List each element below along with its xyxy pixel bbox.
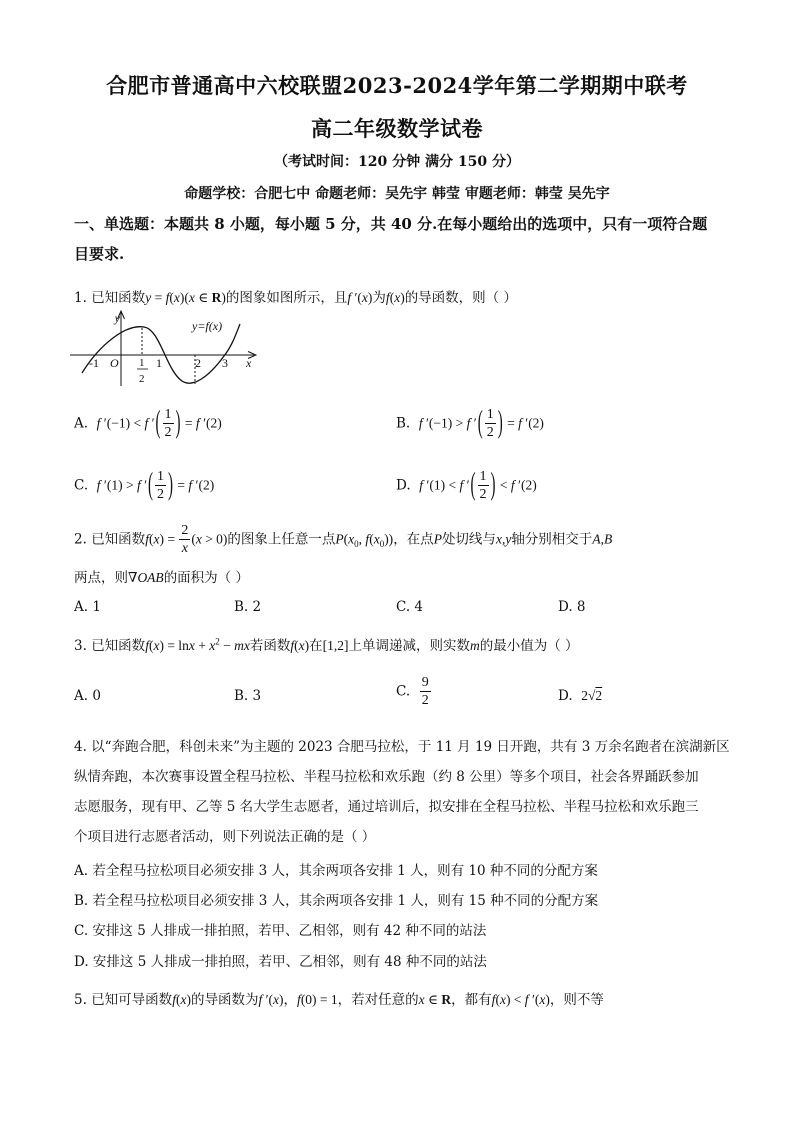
q2-option-c: C. 4 bbox=[396, 599, 424, 615]
tick-3: 3 bbox=[222, 356, 228, 370]
q2-option-a: A. 1 bbox=[74, 599, 101, 615]
question-5: 5. 已知可导函数f(x)的导函数为f ′(x)，f(0) = 1，若对任意的x ∈ R，都有f(x) < f ′(x)，则不等 bbox=[74, 992, 604, 1008]
q3-option-a: A. 0 bbox=[74, 688, 101, 704]
tick-1: 1 bbox=[156, 356, 162, 370]
question-4-line2: 纵情奔跑，本次赛事设置全程马拉松、半程马拉松和欢乐跑（约 8 公里）等多个项目，社会各界踊跃参加 bbox=[74, 769, 699, 785]
question-3: 3. 已知函数$f(x) = \ln x + x^2$ − mx若函数f(x)在[1,2]上单调递减，则实数m的最小值为（ ） bbox=[74, 636, 579, 654]
q4-option-d: D. 安排这 5 人排成一排拍照，若甲、乙相邻，则有 48 种不同的站法 bbox=[74, 954, 487, 970]
section-heading: 一、单选题：本题共 8 小题，每小题 5 分，共 40 分.在每小题给出的选项中，只有一项符合题 bbox=[74, 215, 708, 233]
q3-option-d: D. 2√2 bbox=[558, 688, 603, 704]
q3-option-b: B. 3 bbox=[234, 688, 262, 704]
question-4-line4: 个项目进行志愿者活动，则下列说法正确的是（ ） bbox=[74, 829, 376, 845]
tick-half-den: 2 bbox=[139, 373, 145, 385]
section-heading-cont: 目要求. bbox=[74, 245, 125, 263]
exam-subtitle: 高二年级数学试卷 bbox=[311, 116, 483, 141]
tick-neg1: -1 bbox=[89, 356, 99, 370]
tick-2: 2 bbox=[195, 356, 201, 370]
q1-option-c: C. f ′(1) > f ′( $\frac{1}{2}$ ) = f ′(2) bbox=[74, 468, 215, 502]
q1-option-a: A. f ′(−1) < f ′( $\frac{1}{2}$ ) = f ′(2) bbox=[74, 406, 222, 440]
question-2: 2. 已知函数f(x) = $\frac{2}{x}$ (x > 0)的图象上任意一点$P(x_0$, $f(x_0)$)，在点P处切线与x,y轴分别相交于A,B bbox=[74, 523, 613, 556]
tick-half-num: 1 bbox=[139, 357, 145, 369]
question-4: 4. 以“奔跑合肥，科创未来”为主题的 2023 合肥马拉松，于 11 月 19 日开跑，共有 3 万余名跑者在滨湖新区 bbox=[74, 739, 730, 755]
question-4-line3: 志愿服务，现有甲、乙等 5 名大学生志愿者，通过培训后，拟安排在全程马拉松、半程马拉松和欢乐跑三 bbox=[74, 799, 699, 815]
q3-option-c: C. $\frac{9}{2}$ bbox=[396, 675, 429, 708]
curve-label: y=f(x) bbox=[192, 319, 223, 333]
q2-option-d: D. 8 bbox=[558, 599, 586, 615]
y-axis-label: y bbox=[114, 311, 120, 325]
x-axis-label: x bbox=[246, 356, 252, 370]
q1-option-b: B. f ′(−1) > f ′( $\frac{1}{2}$ ) = f ′(2) bbox=[396, 406, 544, 440]
exam-info: （考试时间：120 分钟 满分 150 分） bbox=[274, 154, 520, 170]
q4-option-b: B. 若全程马拉松项目必须安排 3 人，其余两项各安排 1 人，则有 15 种不同的分配方案 bbox=[74, 893, 599, 909]
exam-authors: 命题学校：合肥七中 命题老师：吴先宇 韩莹 审题老师：韩莹 吴先宇 bbox=[184, 186, 610, 202]
q4-option-a: A. 若全程马拉松项目必须安排 3 人，其余两项各安排 1 人，则有 10 种不同的分配方案 bbox=[74, 863, 598, 879]
exam-title: 合肥市普通高中六校联盟2023-2024学年第二学期期中联考 bbox=[106, 73, 688, 98]
q1-option-d: D. f ′(1) < f ′( $\frac{1}{2}$ ) < f ′(2) bbox=[396, 468, 537, 502]
question-1: 1. 已知函数y = f(x)(x ∈ R)的图象如图所示，且f ′(x)为f(x)的导函数，则（ ） bbox=[74, 290, 517, 306]
q2-option-b: B. 2 bbox=[234, 599, 262, 615]
origin-label: O bbox=[110, 356, 119, 370]
question-2-cont: 两点，则∇OAB的面积为（ ） bbox=[74, 570, 249, 586]
q1-function-graph bbox=[68, 304, 264, 388]
q4-option-c: C. 安排这 5 人排成一排拍照，若甲、乙相邻，则有 42 种不同的站法 bbox=[74, 923, 487, 939]
